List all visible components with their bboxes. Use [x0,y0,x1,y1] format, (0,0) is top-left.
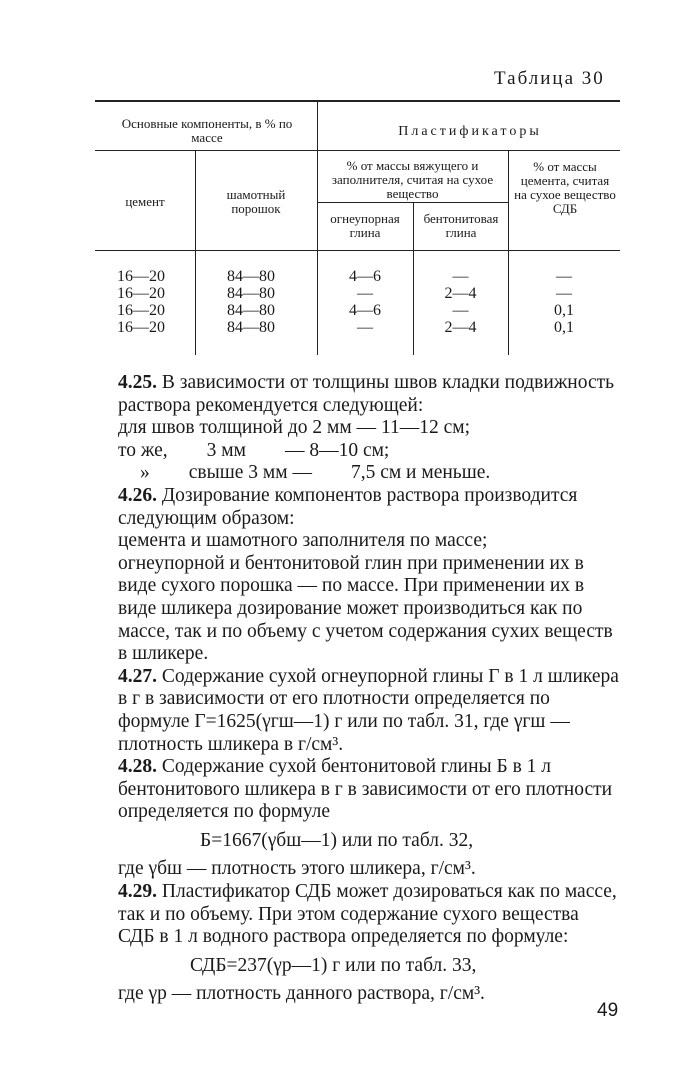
cell-bent-3: — [452,302,469,319]
header-shamot: шамотный порошок [226,187,286,216]
table-top-rule [95,100,620,102]
cell-sdb-1: — [556,268,572,285]
para-4-27-number: 4.27. [118,665,157,687]
header-refractory-clay: огнеупорная глина [330,211,400,240]
para-4-26-text: Дозирование компонентов раствора производится следующим образом: [118,484,578,529]
para-4-25 [118,372,620,417]
page-number: 49 [597,1000,619,1021]
cell-clay-3: 4—6 [349,302,381,319]
line-bentonite-density: где γбш — плотность этого шликера, г/см³. [118,858,476,880]
line-cement-dosing: цемента и шамотного заполнителя по массе; [118,530,488,552]
cell-sdb-2: — [556,285,572,302]
para-4-26 [118,485,620,530]
cell-shamot-4: 84—80 [227,319,275,336]
cell-clay-4: — [357,319,373,336]
cell-sdb-3: 0,1 [554,302,574,319]
formula-bentonite: Б=1667(γбш—1) или по табл. 32, [200,829,474,851]
cell-bent-2: 2—4 [444,285,477,302]
header-pct-binder: % от массы вяжущего и заполнителя, считая на сухое вещество [331,158,494,201]
table-caption: Таблица 30 [494,68,605,89]
para-4-29 [118,881,620,949]
para-4-27-text: Содержание сухой огнеупорной глины Г в 1 л шликера в г в зависимости от его плотности определяется по формуле Г=1625(γгш—1) г или по табл. 31, где γгш — плотность шликера в г/см³. [118,665,619,755]
para-4-26-number: 4.26. [118,484,157,506]
table-header-rule-1 [95,150,620,151]
header-sdb: % от массы цемента, считая на сухое вещество СДБ [514,159,616,216]
header-bentonite-clay: бентонитовая глина [423,211,499,240]
line-solution-density: где γр — плотность данного раствора, г/см³. [118,983,485,1005]
table-header-bottom-rule [95,250,620,251]
para-4-25-text: В зависимости от толщины швов кладки подвижность раствора рекомендуется следующей: [118,372,615,416]
cell-bent-1: — [452,268,469,285]
cell-bent-4: 2—4 [444,319,477,336]
line-clay-dosing: огнеупорной и бентонитовой глин при применении их в виде сухого порошка — по массе. При применении их в виде шликера дозирование может производиться как по массе, так и по объему с учетом содержания сухих веществ в шликере. [118,552,613,665]
cell-cement-4: 16—20 [117,319,165,336]
line-joint-over-3mm: » свыше 3 мм — 7,5 см и меньше. [140,462,491,484]
body-text [118,372,620,1006]
cell-shamot-2: 84—80 [227,285,275,302]
cell-shamot-1: 84—80 [227,268,275,285]
cell-clay-2: — [357,285,373,302]
line-joint-3mm: то же, 3 мм — 8—10 см; [118,439,390,461]
table-vrule-1 [195,150,196,355]
header-main-components: Основные компоненты, в % по массе [121,116,293,145]
header-plasticizers: Пластификаторы [398,124,542,139]
data-table [95,100,620,355]
para-4-27 [118,666,620,756]
line-joint-2mm: для швов толщиной до 2 мм — 11—12 см; [118,417,471,439]
para-4-28 [118,756,620,824]
para-4-29-text: Пластификатор СДБ может дозироваться как по массе, так и по объему. При этом содержание сухого вещества СДБ в 1 л водного раствора определяется по формуле: [118,881,617,948]
cell-cement-3: 16—20 [117,302,165,319]
cell-cement-2: 16—20 [117,285,165,302]
formula-sdb: СДБ=237(γр—1) г или по табл. 33, [190,954,477,976]
cell-clay-1: 4—6 [349,268,381,285]
cell-sdb-4: 0,1 [554,319,574,336]
para-4-29-number: 4.29. [118,881,157,903]
para-4-28-text: Содержание сухой бентонитовой глины Б в 1 л бентонитового шликера в г в зависимости от его плотности определяется по формуле [118,756,613,823]
para-4-25-number: 4.25. [118,372,157,393]
header-cement: цемент [125,194,165,209]
para-4-28-number: 4.28. [118,756,157,778]
cell-cement-1: 16—20 [117,268,165,285]
cell-shamot-3: 84—80 [227,302,275,319]
